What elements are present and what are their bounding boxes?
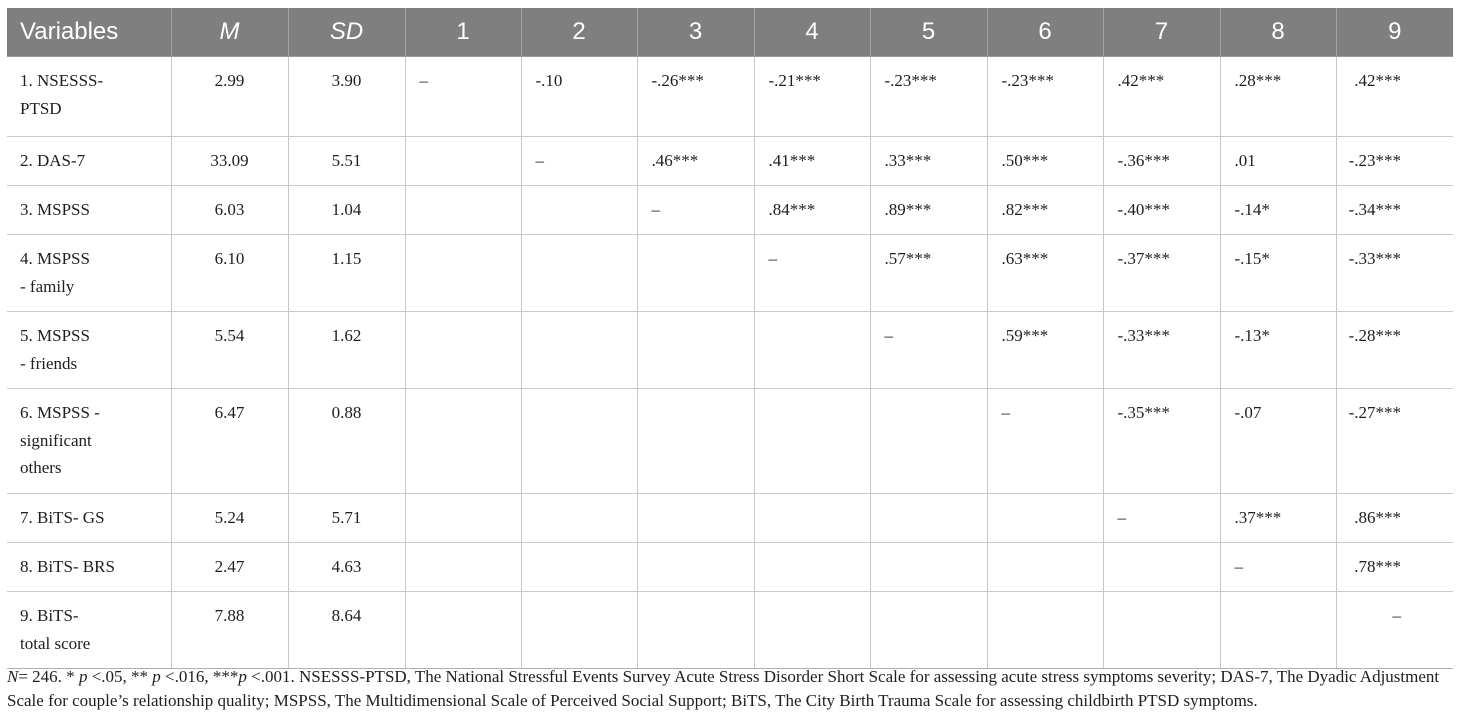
header-6: 6 — [987, 8, 1103, 57]
correlation-cell: .63*** — [987, 235, 1103, 312]
correlation-cell: -.35*** — [1103, 389, 1220, 494]
table-body — [7, 57, 1453, 669]
variable-name: 4. MSPSS - family — [7, 235, 171, 312]
correlation-cell — [405, 543, 521, 592]
correlation-cell: .78*** — [1336, 543, 1453, 592]
correlation-cell: .46*** — [637, 137, 754, 186]
table-row — [7, 494, 1453, 543]
header-4: 4 — [754, 8, 870, 57]
correlation-cell — [637, 592, 754, 669]
sd-value: 4.63 — [288, 543, 405, 592]
variable-name: 8. BiTS- BRS — [7, 543, 171, 592]
correlation-cell — [870, 494, 987, 543]
correlation-cell: -.07 — [1220, 389, 1336, 494]
table-row — [7, 543, 1453, 592]
header-2: 2 — [521, 8, 637, 57]
variable-name: 5. MSPSS - friends — [7, 312, 171, 389]
header-sd: SD — [288, 8, 405, 57]
correlation-cell: – — [637, 186, 754, 235]
header-1: 1 — [405, 8, 521, 57]
note-t2: <.016, *** — [160, 667, 239, 686]
correlation-cell: .89*** — [870, 186, 987, 235]
correlation-cell — [987, 494, 1103, 543]
correlation-cell — [987, 543, 1103, 592]
correlation-cell: .01 — [1220, 137, 1336, 186]
correlation-cell — [987, 592, 1103, 669]
correlation-cell — [405, 494, 521, 543]
correlation-cell — [521, 592, 637, 669]
correlation-cell — [521, 186, 637, 235]
table-note — [7, 665, 1457, 713]
correlation-cell — [754, 494, 870, 543]
correlation-table — [7, 8, 1453, 669]
table-row — [7, 592, 1453, 669]
note-t1: <.05, ** — [87, 667, 153, 686]
variable-name: 7. BiTS- GS — [7, 494, 171, 543]
correlation-cell: -.27*** — [1336, 389, 1453, 494]
header-7: 7 — [1103, 8, 1220, 57]
mean-value: 2.99 — [171, 57, 288, 137]
mean-value: 6.03 — [171, 186, 288, 235]
mean-value: 33.09 — [171, 137, 288, 186]
correlation-cell: – — [405, 57, 521, 137]
correlation-cell: .59*** — [987, 312, 1103, 389]
correlation-cell: – — [1103, 494, 1220, 543]
correlation-cell: -.23*** — [1336, 137, 1453, 186]
correlation-cell — [870, 543, 987, 592]
note-t3: <.001. NSESSS-PTSD, The National Stressful Events Survey Acute Stress Disorder Short Scale for assessing acute stress symptoms severity; DAS-7, The Dyadic Adjustment Scale for couple’s relationship quality; MSPSS, The Multidimensional Scale of Perceived Social Support; BiTS, The City Birth Trauma Scale for assessing childbirth PTSD symptoms. — [7, 667, 1440, 710]
variable-name: 2. DAS-7 — [7, 137, 171, 186]
correlation-cell — [1103, 592, 1220, 669]
variable-name: 3. MSPSS — [7, 186, 171, 235]
correlation-cell — [405, 137, 521, 186]
correlation-cell — [521, 312, 637, 389]
correlation-cell — [405, 186, 521, 235]
correlation-cell — [521, 543, 637, 592]
header-8: 8 — [1220, 8, 1336, 57]
correlation-cell — [754, 592, 870, 669]
sd-value: 0.88 — [288, 389, 405, 494]
correlation-cell: – — [987, 389, 1103, 494]
header-9: 9 — [1336, 8, 1453, 57]
correlation-cell: .33*** — [870, 137, 987, 186]
correlation-cell: -.40*** — [1103, 186, 1220, 235]
correlation-cell: .37*** — [1220, 494, 1336, 543]
correlation-cell — [754, 543, 870, 592]
correlation-cell: .50*** — [987, 137, 1103, 186]
header-3: 3 — [637, 8, 754, 57]
correlation-cell — [521, 389, 637, 494]
mean-value: 7.88 — [171, 592, 288, 669]
correlation-cell: – — [1336, 592, 1453, 669]
correlation-cell: -.21*** — [754, 57, 870, 137]
mean-value: 2.47 — [171, 543, 288, 592]
correlation-cell — [521, 235, 637, 312]
correlation-cell — [405, 312, 521, 389]
correlation-cell: .28*** — [1220, 57, 1336, 137]
correlation-cell — [637, 389, 754, 494]
correlation-cell — [637, 235, 754, 312]
correlation-cell: .82*** — [987, 186, 1103, 235]
correlation-cell — [405, 235, 521, 312]
correlation-cell — [754, 389, 870, 494]
correlation-cell — [870, 592, 987, 669]
correlation-cell: -.13* — [1220, 312, 1336, 389]
correlation-cell: – — [870, 312, 987, 389]
correlation-cell — [637, 494, 754, 543]
variable-name: 1. NSESSS- PTSD — [7, 57, 171, 137]
sd-value: 1.62 — [288, 312, 405, 389]
correlation-cell: -.33*** — [1336, 235, 1453, 312]
correlation-cell: – — [521, 137, 637, 186]
correlation-cell: .84*** — [754, 186, 870, 235]
table-row — [7, 137, 1453, 186]
correlation-cell: .57*** — [870, 235, 987, 312]
note-p1: p — [78, 667, 88, 686]
correlation-cell — [1103, 543, 1220, 592]
correlation-cell — [521, 494, 637, 543]
variable-name: 9. BiTS- total score — [7, 592, 171, 669]
correlation-cell: -.36*** — [1103, 137, 1220, 186]
note-p2: p — [152, 667, 161, 686]
mean-value: 5.54 — [171, 312, 288, 389]
correlation-cell: .42*** — [1103, 57, 1220, 137]
correlation-cell: -.14* — [1220, 186, 1336, 235]
correlation-cell — [405, 389, 521, 494]
correlation-cell — [1220, 592, 1336, 669]
correlation-cell: .42*** — [1336, 57, 1453, 137]
correlation-cell: .41*** — [754, 137, 870, 186]
correlation-table-container — [7, 8, 1453, 669]
correlation-cell: -.26*** — [637, 57, 754, 137]
table-row — [7, 235, 1453, 312]
header-row — [7, 8, 1453, 57]
correlation-cell — [405, 592, 521, 669]
sd-value: 5.51 — [288, 137, 405, 186]
variable-name: 6. MSPSS - significant others — [7, 389, 171, 494]
correlation-cell — [870, 389, 987, 494]
header-variables: Variables — [7, 8, 171, 57]
mean-value: 6.10 — [171, 235, 288, 312]
correlation-cell: -.34*** — [1336, 186, 1453, 235]
table-row — [7, 389, 1453, 494]
correlation-cell: -.23*** — [987, 57, 1103, 137]
table-row — [7, 186, 1453, 235]
table-row — [7, 312, 1453, 389]
correlation-cell: .86*** — [1336, 494, 1453, 543]
correlation-cell: -.10 — [521, 57, 637, 137]
correlation-cell — [637, 543, 754, 592]
correlation-cell: -.15* — [1220, 235, 1336, 312]
sd-value: 5.71 — [288, 494, 405, 543]
correlation-cell: – — [754, 235, 870, 312]
correlation-cell — [637, 312, 754, 389]
sd-value: 1.04 — [288, 186, 405, 235]
sd-value: 3.90 — [288, 57, 405, 137]
mean-value: 5.24 — [171, 494, 288, 543]
note-n-label: N — [7, 667, 19, 686]
mean-value: 6.47 — [171, 389, 288, 494]
sd-value: 8.64 — [288, 592, 405, 669]
sd-value: 1.15 — [288, 235, 405, 312]
correlation-cell: – — [1220, 543, 1336, 592]
header-m: M — [171, 8, 288, 57]
correlation-cell: -.28*** — [1336, 312, 1453, 389]
note-n-value: = 246. * — [18, 667, 79, 686]
correlation-cell — [754, 312, 870, 389]
note-p3: p — [238, 667, 247, 686]
correlation-cell: -.23*** — [870, 57, 987, 137]
header-5: 5 — [870, 8, 987, 57]
correlation-cell: -.33*** — [1103, 312, 1220, 389]
table-row — [7, 57, 1453, 137]
correlation-cell: -.37*** — [1103, 235, 1220, 312]
